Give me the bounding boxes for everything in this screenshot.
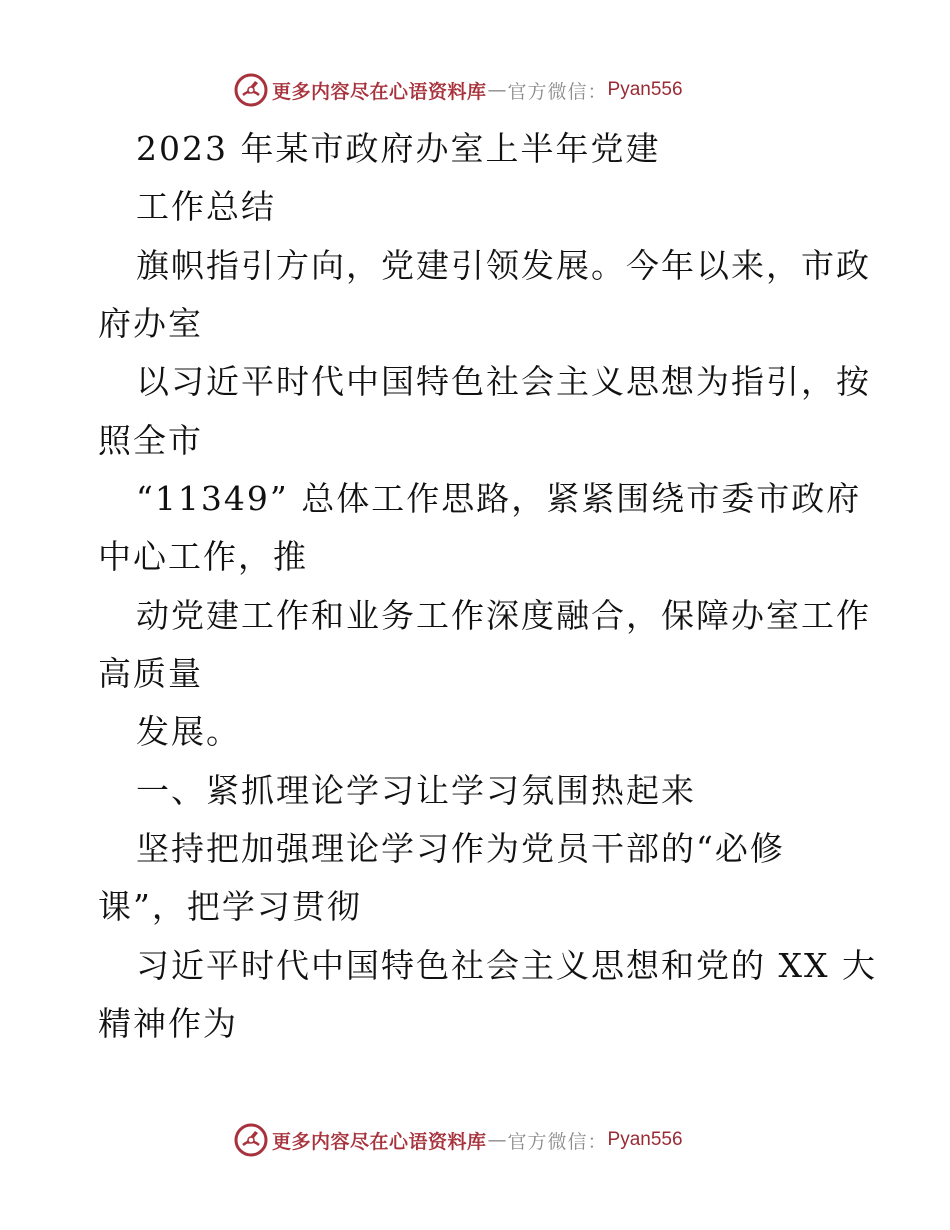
book-quill-logo-icon: [234, 1123, 268, 1157]
document-title-line-1: 2023 年某市政府办室上半年党建: [136, 129, 661, 168]
paragraph-line: 以习近平时代中国特色社会主义思想为指引，按: [136, 362, 871, 401]
document-title-line-2: 工作总结: [136, 187, 276, 226]
paragraph-line: 习近平时代中国特色社会主义思想和党的 XX 大: [136, 946, 877, 985]
header-watermark: [234, 73, 683, 107]
paragraph-line: 坚持把加强理论学习作为党员干部的“必修: [136, 829, 785, 868]
section-heading: 一、紧抓理论学习让学习氛围热起来: [136, 771, 696, 810]
footer-watermark: [234, 1123, 683, 1157]
paragraph-line: 中心工作，推: [98, 537, 308, 576]
paragraph-line: 发展。: [136, 712, 241, 751]
watermark-brand-text: 更多内容尽在心语资料库: [272, 1130, 487, 1153]
watermark-separator: —: [487, 79, 507, 101]
paragraph-line: 课”，把学习贯彻: [98, 887, 362, 926]
paragraph-line: 照全市: [98, 421, 203, 460]
watermark-brand-text: 更多内容尽在心语资料库: [272, 80, 487, 103]
watermark-contact-text: 官方微信：: [507, 80, 608, 103]
watermark-separator: —: [487, 1129, 507, 1151]
paragraph-line: 旗帜指引方向，党建引领发展。今年以来，市政: [136, 246, 871, 285]
book-quill-logo-icon: [234, 73, 268, 107]
paragraph-line: 高质量: [98, 654, 203, 693]
watermark-handle: Pyan556: [607, 1129, 683, 1150]
paragraph-line: 府办室: [98, 304, 203, 343]
watermark-handle: Pyan556: [607, 79, 683, 100]
paragraph-line: “11349” 总体工作思路，紧紧围绕市委市政府: [136, 479, 862, 518]
paragraph-line: 精神作为: [98, 1004, 238, 1043]
watermark-contact-text: 官方微信：: [507, 1130, 608, 1153]
paragraph-line: 动党建工作和业务工作深度融合，保障办室工作: [136, 596, 871, 635]
